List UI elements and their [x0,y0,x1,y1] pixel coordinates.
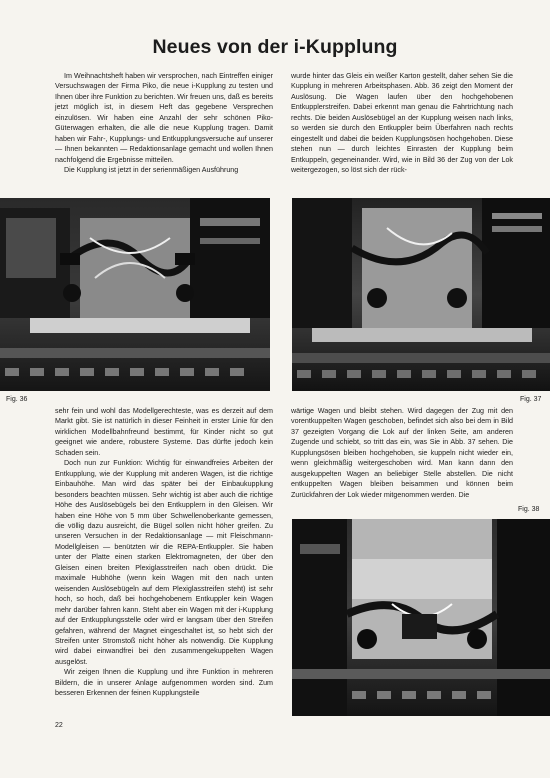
paragraph: wärtige Wagen und bleibt stehen. Wird dagegen der Zug mit den vorentkuppelten Wagen geschoben, befindet sich also bei dem in Bild 37 gezeigten Vorgang die Lok auf der linken Seite, am anderen Zugende und schiebt, so tritt das ein, was Sie in Abb. 37 sehen. Die Kupplungsösen bleiben hochgehoben, sie kuppeln nicht wieder ein, wenn gleichmäßig weitergeschoben wird. Man kann dann den ausgekuppelten Wagen an beliebiger Stelle abstellen. Die nicht entkuppelten Wagen bleiben beisammen und können beim Zurückfahren der Lok wieder mitgenommen werden. Die [291,407,513,499]
coupling-photo-fig-37 [292,198,550,391]
text-column-4 [291,406,513,500]
figure-caption-38: Fig. 38 [518,506,540,513]
paragraph: Im Weihnachtsheft haben wir versprochen, nach Eintreffen einiger Versuchswagen der Firma Piko, die neue i-Kupplung zu testen und Ihnen über ihre Funktion zu berichten. Wir freuen uns, daß es bereits jetzt möglich ist, in diesem Heft das gegebene Versprechen einzulösen. Wir haben eine Anzahl der sehr schönen Piko-Güterwagen erhalten, die alle die neue Kupplung tragen. Damit haben wir Fahr-, Kupplungs- und Entkupplungsversuche auf unserer — Ihnen bekannten — Redaktionsanlage gemacht und wollen Ihnen nachfolgend die Ergebnisse mitteilen. [55,72,273,164]
page-number: 22 [55,722,63,729]
text-column-1 [55,71,273,176]
paragraph: Wir zeigen Ihnen die Kupplung und ihre Funktion in mehreren Bildern, die in unserer Anlage aufgenommen worden sind. Zum besseren Erkennen der feinen Kupplungsteile [55,668,273,698]
paragraph: wurde hinter das Gleis ein weißer Karton gestellt, daher sehen Sie die Kupplung in mehreren Arbeitsphasen. Abb. 36 zeigt den Moment der Auslösung. Die Wagen laufen über den hochgehobenen Entkupplerstreifen. Dabei erkennt man genau die Fahrtrichtung nach rechts. Die beiden Auslösebügel an der Kupplung weisen nach links, so werden sie durch den Entkuppler beim Überfahren nach rechts eingestellt und dabei die beiden Kupplungsösen hochgehoben. Diese stehen nun — durch leichtes Einrasten der Kupplung beim Entkuppeln, gegeneinander. Wird, wie in Bild 36 der Zug von der Lok weitergezogen, so löst sich der rück- [291,72,513,175]
paragraph: sehr fein und wohl das Modellgerechteste, was es derzeit auf dem Markt gibt. Sie ist natürlich in dieser Feinheit in erster Linie für den wirklichen Modellbahnfreund bestimmt, für Kinder nicht so gut geeignet wie andere, robustere Systeme. Das dürfte jedoch kein Schaden sein. [55,407,273,457]
coupling-photo-fig-36 [0,198,270,391]
figure-caption-36: Fig. 36 [6,396,28,403]
text-column-2 [291,71,513,176]
paragraph: Doch nun zur Funktion: Wichtig für einwandfreies Arbeiten der Entkupplung, wie der Kupplung mit anderen Wagen, ist die richtige Einbauhöhe. Man wird das später bei der Einbaukupplung besonders beachten müssen. Sehr wichtig ist aber auch die richtige Höhe des Auslösebügels bei den Entkupplern in den Gleisen. Wir haben eine Höhe von 5 mm über Schwellenoberkante gemessen, die völlig dazu ausreicht, die Bügel sollen nicht höher greifen. Zu unseren Versuchen in der Redaktionsanlage — mit Fleischmann-Modellgleisen — benützten wir die REPA-Entkuppler. Sie haben unter der Platte einen starken Elektromagneten, der über den Gleisen einen breiten Plexiglasstreifen nach oben drückt. Die maximale Hubhöhe (wenn kein Wagen mit den nach unten weisenden Auslösebügeln auf dem Plexiglasstreifen steht) ist sehr hoch, so hoch, daß bei hochgehobenem Entkuppler kein Wagen mehr darüber fahren kann. Steht aber ein Wagen mit der i-Kupplung auf der Entkupplungsstelle oder wird er langsam über den Streifen gefahren, während der Magnet eingeschaltet ist, so hebt sich der Streifen unter Stromstoß nicht höher als notwendig. Die Kupplung wird dabei einwandfrei bei den zusammengekuppelten Wagen ausgelöst. [55,459,273,666]
coupling-photo-fig-38 [292,519,550,716]
paragraph: Die Kupplung ist jetzt in der serienmäßigen Ausführung [64,166,239,175]
page-title: Neues von der i-Kupplung [152,36,398,58]
figure-caption-37: Fig. 37 [520,396,542,403]
text-column-3 [55,406,273,699]
